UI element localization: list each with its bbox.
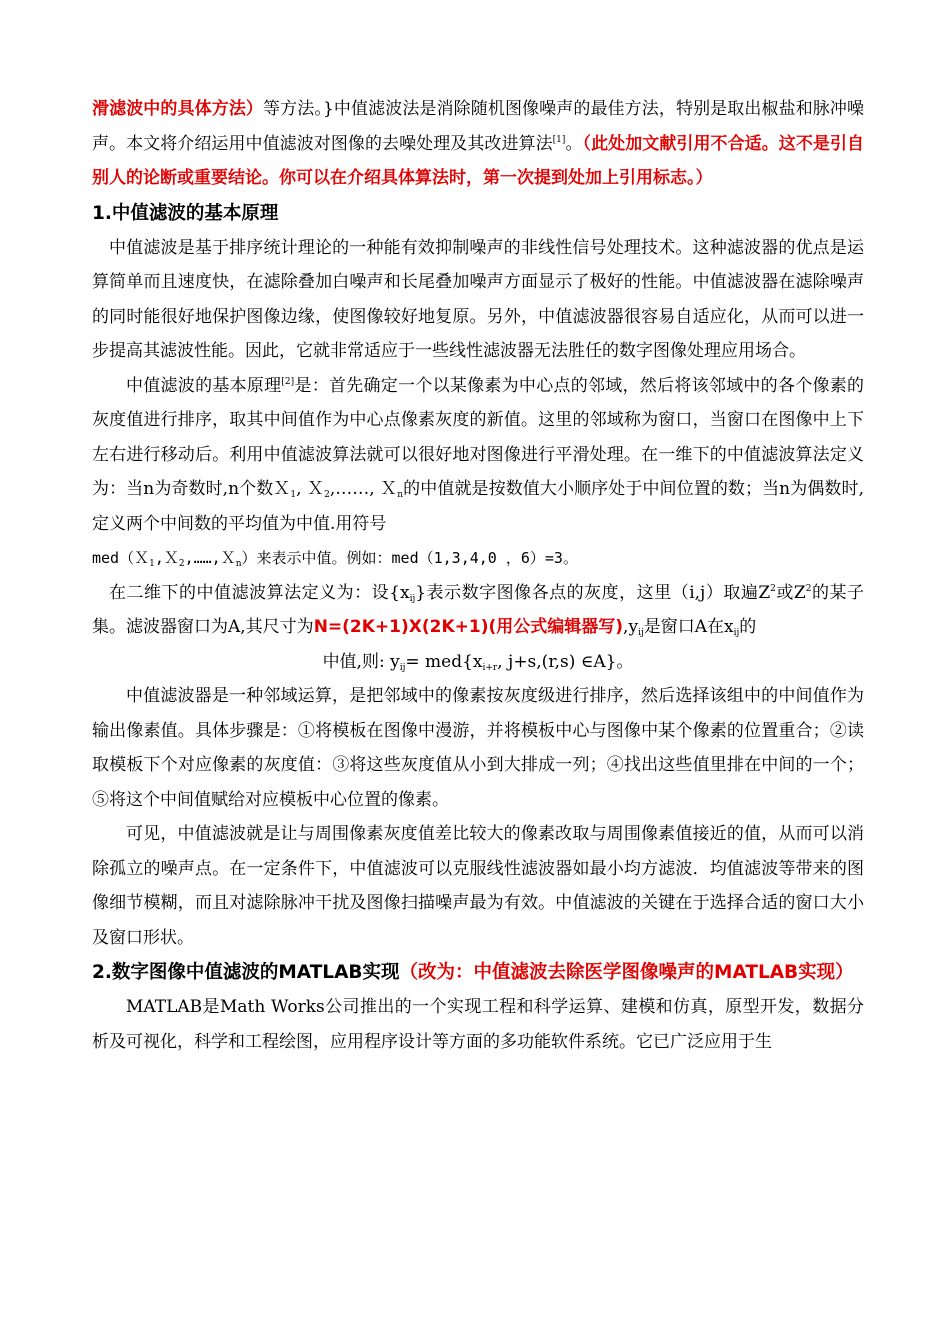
section-heading-2: 2.数字图像中值滤波的MATLAB实现（改为：中值滤波去除医学图像噪声的MATLAB实现） bbox=[92, 962, 854, 983]
document-body bbox=[92, 92, 864, 1059]
section-heading-1: 1.中值滤波的基本原理 bbox=[92, 202, 279, 224]
paragraph: 中值滤波是基于排序统计理论的一种能有效抑制噪声的非线性信号处理技术。这种滤波器的优点是运算简单而且速度快，在滤除叠加白噪声和长尾叠加噪声方面显示了极好的性能。中值滤波器在滤除噪声的同时能很好地保护图像边缘，使图像较好地复原。另外，中值滤波器很容易自适应化，从而可以进一步提高其滤波性能。因此，它就非常适应于一些线性滤波器无法胜任的数字图像处理应用场合。 bbox=[92, 237, 864, 361]
paragraph: 中值滤波器是一种邻域运算，是把邻域中的像素按灰度级进行排序，然后选择该组中的中间值作为输出像素值。具体步骤是：①将模板在图像中漫游，并将模板中心与图像中某个像素的位置重合；②读取模板下个对应像素的灰度值：③将这些灰度值从小到大排成一列；④找出这些值里排在中间的一个；⑤将这个中间值赋给对应模板中心位置的像素。 bbox=[92, 686, 864, 810]
paragraph: 中值滤波的基本原理[2]是：首先确定一个以某像素为中心点的邻域，然后将该邻域中的各个像素的灰度值进行排序，取其中间值作为中心点像素灰度的新值。这里的邻域称为窗口，当窗口在图像中上下左右进行移动后。利用中值滤波算法就可以很好地对图像进行平滑处理。在一维下的中值滤波算法定义为：当n为奇数时,n个数Ｘ$_1$, Ｘ$_2$,……, Ｘ$_n$的中值就是按数值大小顺序处于中间位置的数；当n为偶数时,定义两个中间数的平均值为中值.用符号 med（Ｘ$_1$,Ｘ$_2$,……,Ｘ$_n$）来表示中值。例如：med（1,3,4,0 ，6）=3。 bbox=[92, 375, 865, 569]
formula-line: 中值,则: $y_{ij}= med\{x_{i+r}$, j+s,(r,s) ∈A}。 bbox=[322, 651, 634, 673]
annotation-heading-note: （改为：中值滤波去除医学图像噪声的MATLAB实现） bbox=[399, 962, 854, 983]
intro-paragraph: 滑滤波中的具体方法）等方法。}中值滤波法是消除随机图像噪声的最佳方法，特别是取出椒盐和脉冲噪声。本文将介绍运用中值滤波对图像的去噪处理及其改进算法[1]。（此处加文献引用不合适。这不是引自别人的论断或重要结论。你可以在介绍具体算法时，第一次提到处加上引用标志。） bbox=[92, 99, 865, 188]
citation-mark: [2] bbox=[281, 376, 295, 387]
annotation-comment: （此处加文献引用不合适。这不是引自别人的论断或重要结论。你可以在介绍具体算法时，第一次提到处加上引用标志。） bbox=[92, 133, 865, 188]
paragraph: MATLAB是Math Works公司推出的一个实现工程和科学运算、建模和仿真，原型开发，数据分析及可视化，科学和工程绘图，应用程序设计等方面的多功能软件系统。它已广泛应用于生 bbox=[92, 997, 864, 1052]
annotation-text: 滑滤波中的具体方法） bbox=[92, 99, 264, 119]
paragraph: 在二维下的中值滤波算法定义为：设$\{x_{ij}\}$表示数字图像各点的灰度，这里（i,j）取遍$Z^2$或$Z^2$的某子集。滤波器窗口为A,其尺寸为N=(2K+1)X(2K+1)(用公式编辑器写)$,y_{ij}$是窗口A在$x_{ij}$的 bbox=[92, 582, 865, 638]
paragraph: 可见，中值滤波就是让与周围像素灰度值差比较大的像素改取与周围像素值接近的值，从而可以消除孤立的噪声点。在一定条件下，中值滤波可以克服线性滤波器如最小均方滤波．均值滤波等带来的图像细节模糊，而且对滤除脉冲干扰及图像扫描噪声最为有效。中值滤波的关键在于选择合适的窗口大小及窗口形状。 bbox=[92, 824, 864, 948]
annotation-formula-note: N=(2K+1)X(2K+1)(用公式编辑器写) bbox=[313, 617, 624, 637]
citation-mark: [1] bbox=[552, 134, 566, 145]
